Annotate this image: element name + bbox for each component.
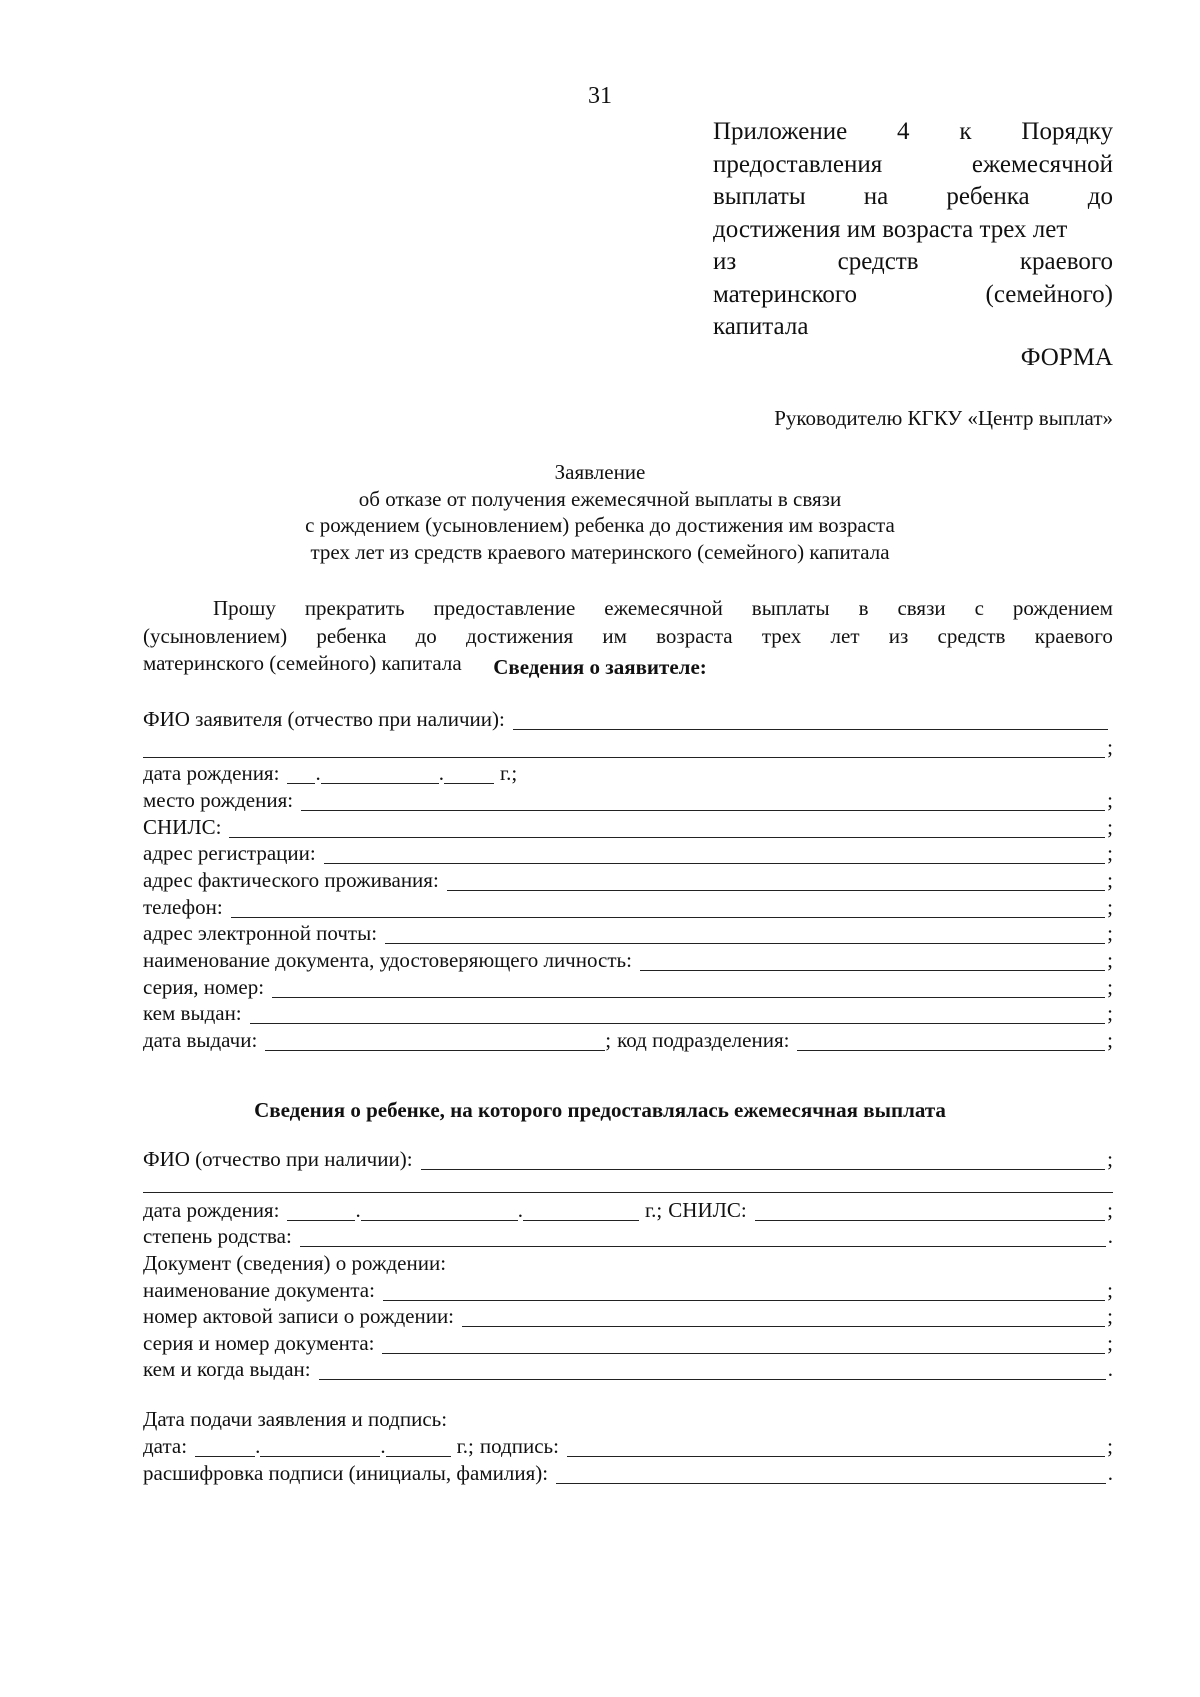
punctuation: .	[1107, 1357, 1113, 1381]
title-line: об отказе от получения ежемесячной выплаты в связи	[358, 486, 842, 511]
punctuation: ;	[605, 1028, 612, 1052]
birth-year-input[interactable]	[444, 763, 494, 784]
field-label: код подразделения:	[617, 1028, 790, 1052]
snils-input[interactable]	[229, 817, 1105, 838]
series-number-input[interactable]	[272, 977, 1105, 998]
word: трех	[761, 623, 802, 648]
word: капитала	[713, 313, 809, 340]
appendix-reference	[713, 116, 1113, 344]
child-section-heading: Сведения о ребенке, на которого предоставлялась ежемесячная выплата	[254, 1098, 946, 1122]
punctuation: ;	[1107, 841, 1113, 865]
field-label: дата выдачи:	[143, 1028, 258, 1052]
field-label: серия, номер:	[143, 975, 265, 999]
field-label: наименование документа:	[143, 1278, 375, 1302]
submission-year-input[interactable]	[386, 1436, 451, 1457]
year-suffix: г.;	[456, 1434, 474, 1458]
text-line	[713, 149, 1113, 182]
word: выплаты	[751, 596, 830, 620]
applicant-name-input[interactable]	[513, 709, 1108, 730]
year-suffix: г.;	[499, 761, 518, 785]
punctuation: ;	[1107, 1198, 1113, 1222]
applicant-snils-row	[143, 814, 1113, 842]
applicant-id-doc-row	[143, 947, 1113, 975]
word: из	[888, 623, 909, 648]
word: ребенка	[946, 183, 1030, 210]
phone-input[interactable]	[231, 897, 1105, 918]
word: ежемесячной	[604, 596, 723, 620]
applicant-birth-place-row	[143, 787, 1113, 815]
text-line	[143, 623, 1113, 651]
word: Прошу	[213, 596, 276, 620]
page-number: 31	[588, 83, 612, 109]
child-birth-month-input[interactable]	[361, 1200, 518, 1221]
actual-address-input[interactable]	[447, 870, 1105, 891]
issue-date-input[interactable]	[265, 1030, 605, 1051]
word: возраста	[656, 623, 733, 648]
applicant-phone-row	[143, 894, 1113, 922]
word: краевого	[1019, 248, 1113, 275]
applicant-actual-address-row	[143, 867, 1113, 895]
word: ежемесячной	[971, 150, 1113, 178]
punctuation: ;	[1107, 1434, 1113, 1458]
text-line	[713, 311, 1113, 344]
field-label: Дата подачи заявления и подпись:	[143, 1407, 448, 1431]
child-birth-day-input[interactable]	[287, 1200, 355, 1221]
field-label: адрес фактического проживания:	[143, 868, 439, 892]
punctuation: ;	[1107, 788, 1113, 812]
form-label: ФОРМА	[1020, 344, 1113, 371]
word: прекратить	[304, 596, 405, 620]
word: ребенка	[316, 623, 387, 648]
field-label: серия и номер документа:	[143, 1331, 375, 1355]
word: связи	[897, 596, 946, 620]
date-separator: .	[380, 1434, 386, 1458]
word: краевого	[1034, 623, 1113, 648]
submission-month-input[interactable]	[260, 1436, 380, 1457]
word: им	[602, 623, 627, 648]
issued-by-input[interactable]	[250, 1003, 1106, 1024]
text-line	[713, 279, 1113, 312]
applicant-name-continuation-row	[143, 734, 1113, 762]
word: с	[974, 596, 984, 620]
child-name-input-line2[interactable]	[143, 1172, 1113, 1193]
field-label: ФИО заявителя (отчество при наличии):	[143, 707, 505, 731]
applicant-issued-by-row	[143, 1000, 1113, 1028]
punctuation: ;	[1107, 921, 1113, 945]
date-separator: .	[355, 1198, 361, 1222]
word: до	[415, 623, 437, 648]
reg-address-input[interactable]	[324, 843, 1105, 864]
text-line	[143, 595, 1113, 623]
field-label: место рождения:	[143, 788, 294, 812]
word: средств	[937, 623, 1006, 648]
date-separator: .	[517, 1198, 523, 1222]
child-name-input[interactable]	[421, 1149, 1106, 1170]
field-label: дата:	[143, 1434, 188, 1458]
field-label: дата рождения:	[143, 1198, 280, 1222]
text-line	[713, 246, 1113, 279]
word: предоставления	[713, 150, 883, 178]
field-label: наименование документа, удостоверяющего личность:	[143, 948, 632, 972]
word: достижения им возраста трех лет	[713, 215, 1068, 243]
field-label: подпись:	[479, 1434, 559, 1458]
punctuation: ;	[1107, 1147, 1113, 1171]
record-number-input[interactable]	[462, 1306, 1105, 1327]
text-line	[713, 214, 1113, 247]
child-doc-series-input[interactable]	[382, 1333, 1105, 1354]
field-label: дата рождения:	[143, 761, 280, 785]
applicant-birth-date-row	[143, 760, 1113, 788]
year-suffix: г.;	[644, 1198, 663, 1222]
applicant-reg-address-row	[143, 840, 1113, 868]
division-code-input[interactable]	[797, 1030, 1105, 1051]
child-relation-row	[143, 1223, 1113, 1251]
birth-place-input[interactable]	[301, 790, 1105, 811]
date-separator: .	[315, 761, 321, 785]
field-label: кем и когда выдан:	[143, 1357, 311, 1381]
signature-input[interactable]	[567, 1436, 1105, 1457]
child-record-number-row	[143, 1303, 1113, 1331]
punctuation: ;	[1107, 1028, 1113, 1052]
field-label: СНИЛС:	[143, 815, 222, 839]
birth-month-input[interactable]	[321, 763, 439, 784]
word: средств	[837, 248, 919, 275]
punctuation: ;	[1107, 1278, 1113, 1302]
word: материнского (семейного) капитала	[143, 651, 462, 675]
text-line	[713, 116, 1113, 149]
field-label: кем выдан:	[143, 1001, 242, 1025]
applicant-name-input-line2[interactable]	[143, 737, 1105, 758]
email-input[interactable]	[385, 923, 1105, 944]
punctuation: ;	[1107, 868, 1113, 892]
word: рождением	[1012, 596, 1113, 620]
punctuation: ;	[1107, 1331, 1113, 1355]
word: на	[863, 183, 889, 210]
child-birth-year-input[interactable]	[523, 1200, 639, 1221]
document-title	[0, 459, 1200, 565]
word: (семейного)	[985, 280, 1113, 308]
child-name-continuation-row	[143, 1169, 1113, 1197]
punctuation: .	[1107, 1461, 1113, 1485]
child-issued-row	[143, 1356, 1113, 1384]
child-snils-input[interactable]	[755, 1200, 1105, 1221]
applicant-name-row	[143, 706, 1108, 734]
title-line: с рождением (усыновлением) ребенка до достижения им возраста	[305, 513, 895, 538]
birth-day-input[interactable]	[287, 763, 315, 784]
child-doc-series-row	[143, 1330, 1113, 1358]
addressee: Руководителю КГКУ «Центр выплат»	[774, 406, 1113, 430]
punctuation: .	[1107, 1224, 1113, 1248]
word: Приложение	[713, 118, 848, 145]
field-label: Документ (сведения) о рождении:	[143, 1251, 447, 1275]
applicant-email-row	[143, 920, 1113, 948]
word: в	[858, 596, 869, 620]
field-label: расшифровка подписи (инициалы, фамилия):	[143, 1461, 549, 1485]
field-label: адрес электронной почты:	[143, 921, 378, 945]
field-label: ФИО (отчество при наличии):	[143, 1147, 413, 1171]
punctuation: ;	[1107, 895, 1113, 919]
title-line: трех лет из средств краевого материнского (семейного) капитала	[310, 539, 890, 564]
word: достижения	[466, 623, 574, 648]
punctuation: ;	[1107, 948, 1113, 972]
child-issued-input[interactable]	[319, 1359, 1106, 1380]
child-birth-date-row	[143, 1197, 1113, 1225]
word: к	[959, 118, 972, 145]
relation-input[interactable]	[300, 1226, 1106, 1247]
applicant-series-number-row	[143, 974, 1113, 1002]
field-label: телефон:	[143, 895, 223, 919]
word: материнского	[713, 280, 857, 308]
word: (усыновлением)	[143, 623, 288, 648]
word: лет	[830, 623, 860, 648]
signature-decode-input[interactable]	[556, 1463, 1106, 1484]
text-line	[713, 181, 1113, 214]
submission-date-row	[143, 1433, 1113, 1461]
punctuation: ;	[1107, 735, 1113, 759]
date-separator: .	[255, 1434, 261, 1458]
child-doc-name-input[interactable]	[383, 1280, 1105, 1301]
submission-heading-row	[143, 1406, 1113, 1434]
field-label: степень родства:	[143, 1224, 292, 1248]
child-doc-name-row	[143, 1277, 1113, 1305]
word: Порядку	[1021, 118, 1113, 145]
word: из	[713, 248, 737, 275]
punctuation: ;	[1107, 1001, 1113, 1025]
word: 4	[897, 118, 910, 145]
word: выплаты	[713, 183, 806, 210]
submission-day-input[interactable]	[195, 1436, 255, 1457]
applicant-section-heading: Сведения о заявителе:	[493, 655, 707, 679]
signature-decode-row	[143, 1460, 1113, 1488]
word: предоставление	[433, 596, 576, 620]
applicant-issue-date-row	[143, 1027, 1113, 1055]
date-separator: .	[438, 761, 444, 785]
id-doc-input[interactable]	[640, 950, 1105, 971]
field-label: СНИЛС:	[668, 1198, 747, 1222]
field-label: адрес регистрации:	[143, 841, 316, 865]
punctuation: ;	[1107, 975, 1113, 999]
title-line: Заявление	[554, 460, 646, 484]
field-label: номер актовой записи о рождении:	[143, 1304, 455, 1328]
word: до	[1087, 183, 1113, 210]
child-birth-doc-heading-row	[143, 1250, 1113, 1278]
punctuation: ;	[1107, 1304, 1113, 1328]
punctuation: ;	[1107, 815, 1113, 839]
